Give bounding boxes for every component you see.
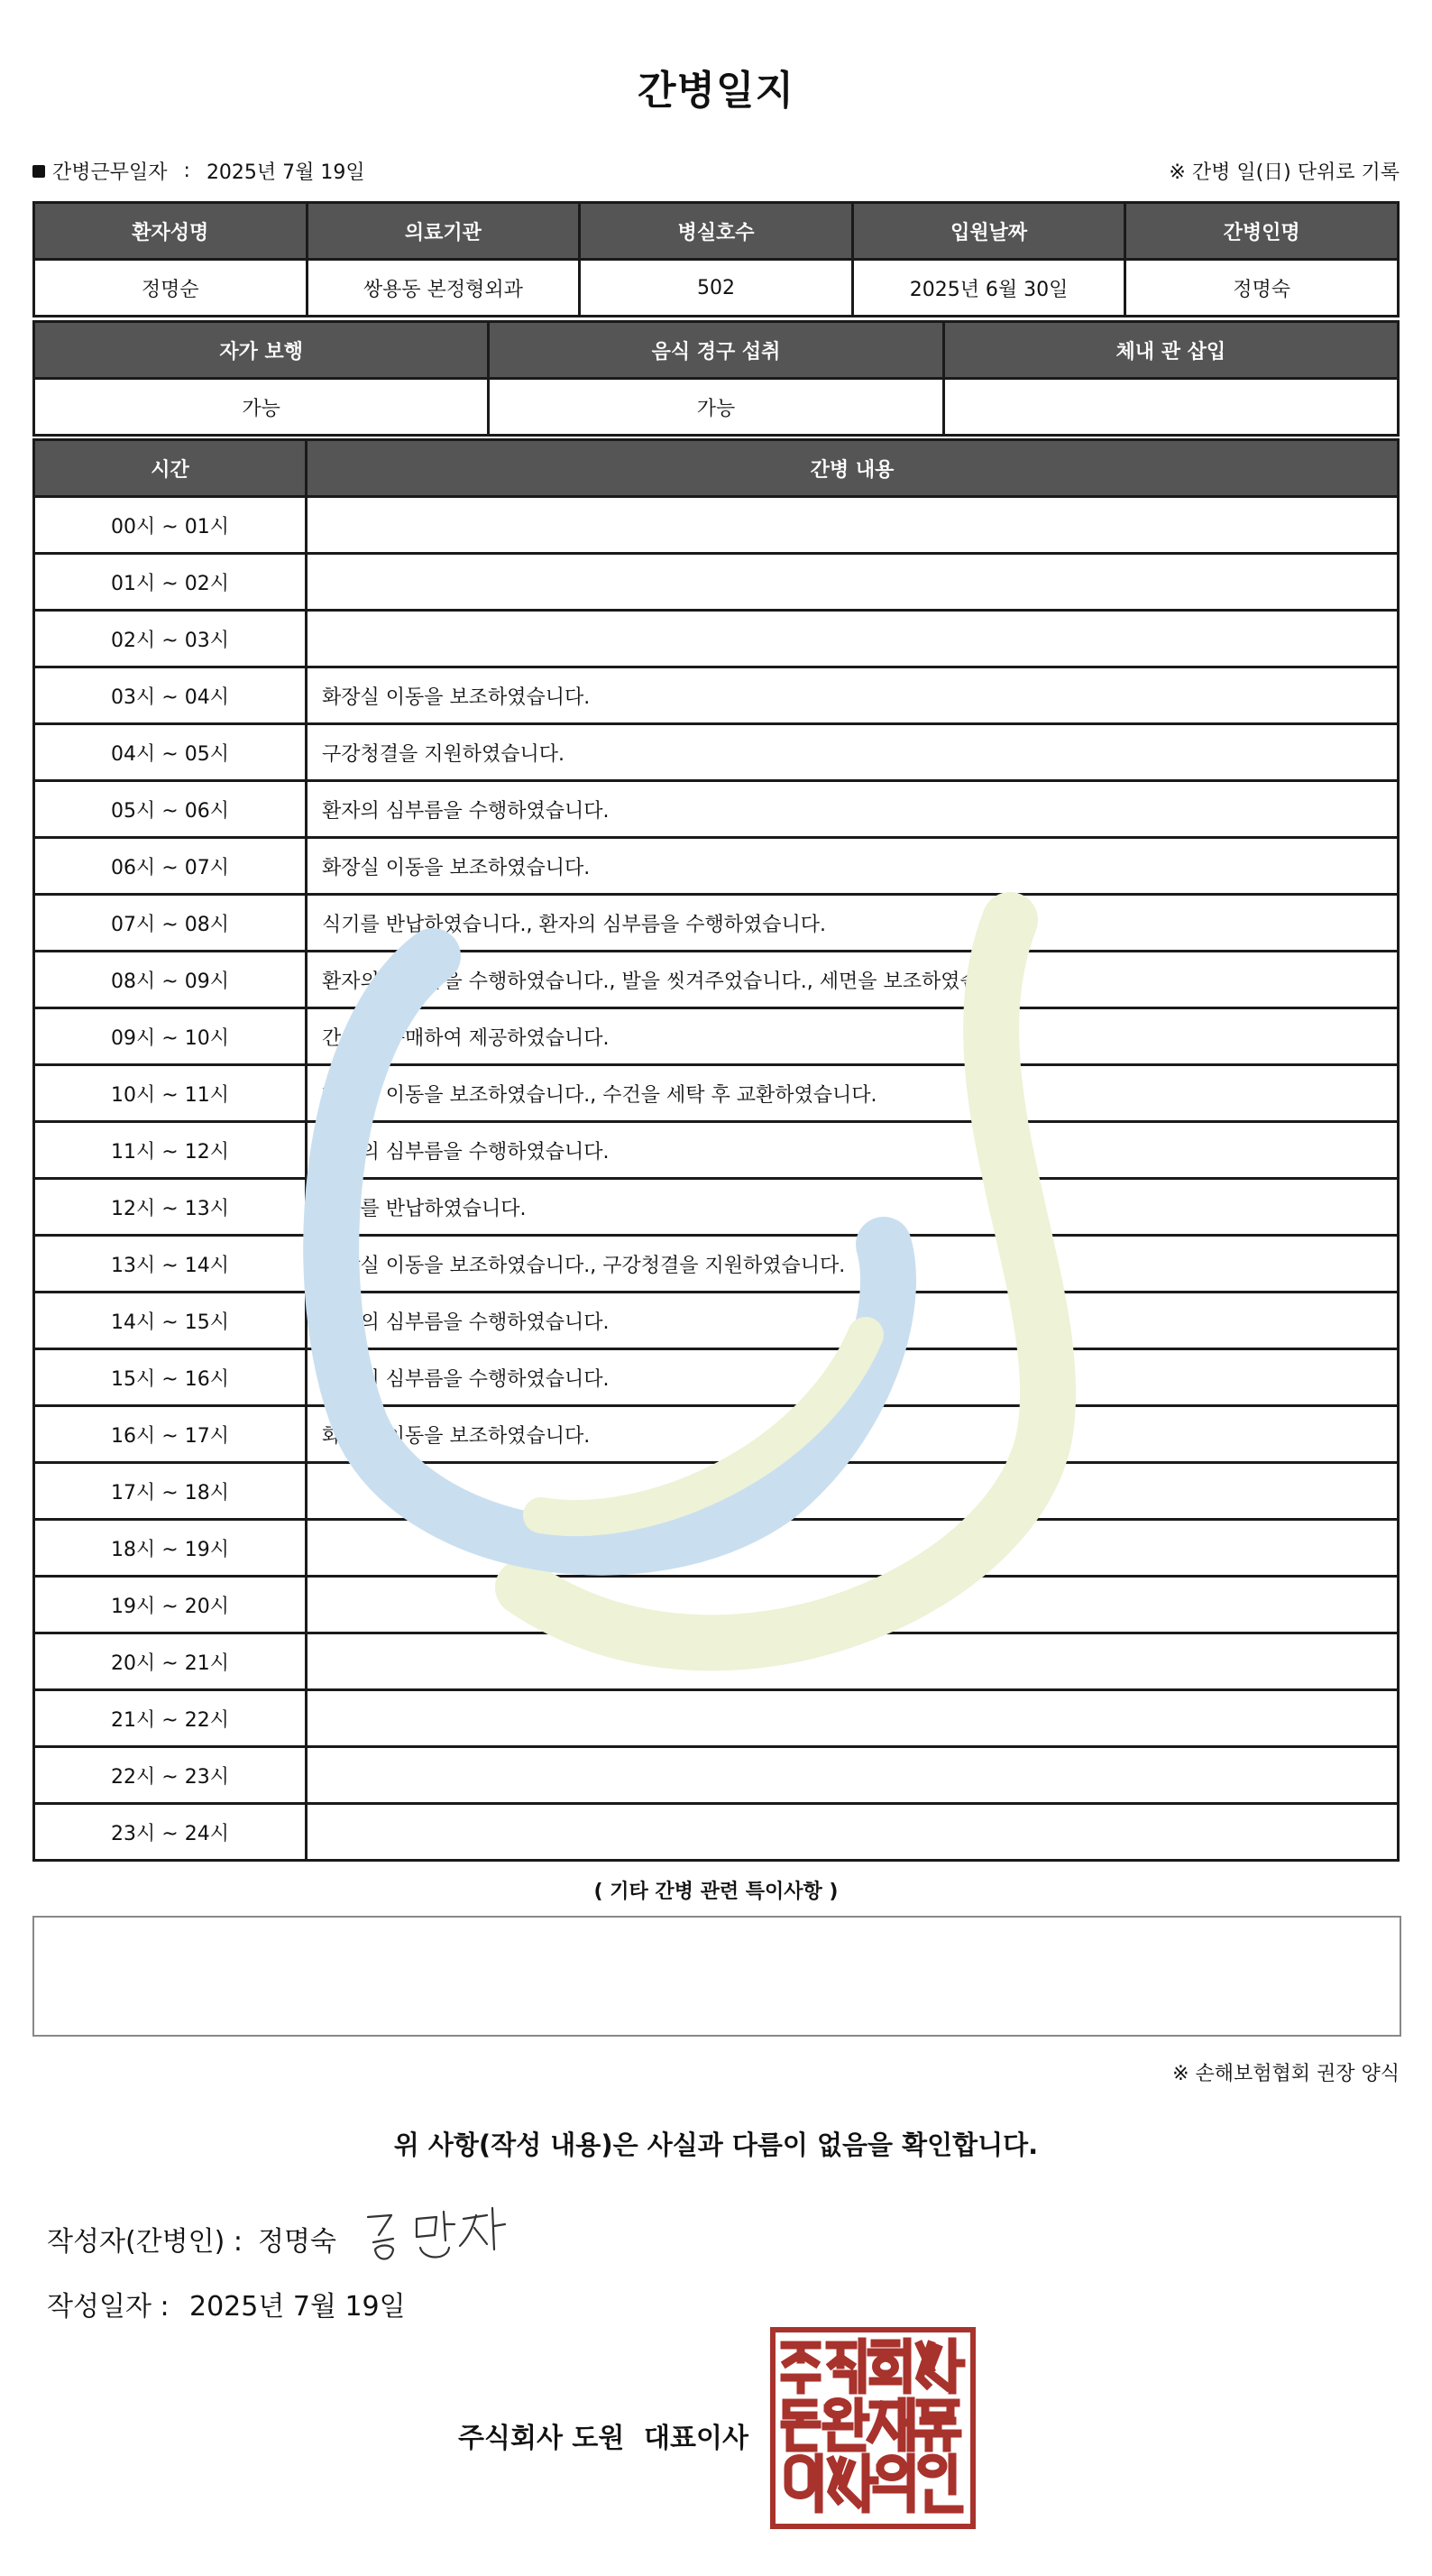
time-slot-cell: 20시 ~ 21시 (34, 1633, 307, 1690)
header-self-walking: 자가 보행 (34, 322, 489, 379)
time-slot-cell: 23시 ~ 24시 (34, 1804, 307, 1861)
table-row (34, 1179, 1399, 1236)
care-content-cell (307, 1633, 1399, 1690)
written-date-label: 작성일자 : (47, 2291, 170, 2323)
table-row (34, 1804, 1399, 1861)
hourly-care-log-table (32, 438, 1400, 1862)
care-content-cell (307, 1804, 1399, 1861)
time-slot-cell: 18시 ~ 19시 (34, 1520, 307, 1577)
caregiver-name-value: 정명숙 (1125, 260, 1399, 317)
time-slot-cell: 00시 ~ 01시 (34, 497, 307, 554)
unit-note: ※ 간병 일(日) 단위로 기록 (1169, 161, 1400, 184)
author-label: 작성자(간병인) : (47, 2226, 243, 2258)
patient-status-table (32, 320, 1400, 437)
care-content-cell: 화장실 이동을 보조하였습니다., 수건을 세탁 후 교환하였습니다. (307, 1065, 1399, 1122)
time-slot-cell: 17시 ~ 18시 (34, 1463, 307, 1520)
care-content-cell: 구강청결을 지원하였습니다. (307, 724, 1399, 781)
time-slot-cell: 08시 ~ 09시 (34, 952, 307, 1008)
table-row (34, 1122, 1399, 1179)
care-content-cell: 화장실 이동을 보조하였습니다. (307, 838, 1399, 895)
care-content-cell: 식기를 반납하였습니다. (307, 1179, 1399, 1236)
notes-title: ( 기타 간병 관련 특이사항 ) (593, 1881, 839, 1903)
table-row (34, 611, 1399, 667)
patient-name-value: 정명순 (34, 260, 308, 317)
table-row (34, 895, 1399, 952)
table-row (34, 497, 1399, 554)
time-slot-cell: 09시 ~ 10시 (34, 1008, 307, 1065)
time-slot-cell: 10시 ~ 11시 (34, 1065, 307, 1122)
time-slot-cell: 03시 ~ 04시 (34, 667, 307, 724)
time-slot-cell: 13시 ~ 14시 (34, 1236, 307, 1293)
care-content-cell (307, 1463, 1399, 1520)
header-caregiver-name: 간병인명 (1125, 203, 1399, 260)
table-row (34, 838, 1399, 895)
header-care-content: 간병 내용 (307, 440, 1399, 497)
care-content-cell (307, 554, 1399, 611)
time-slot-cell: 14시 ~ 15시 (34, 1293, 307, 1349)
care-content-cell: 식기를 반납하였습니다., 환자의 심부름을 수행하였습니다. (307, 895, 1399, 952)
header-patient-name: 환자성명 (34, 203, 308, 260)
time-slot-cell: 12시 ~ 13시 (34, 1179, 307, 1236)
work-date-value: 2025년 7월 19일 (206, 161, 365, 184)
time-slot-cell: 06시 ~ 07시 (34, 838, 307, 895)
table-row (34, 1633, 1399, 1690)
table-row (34, 952, 1399, 1008)
care-content-cell: 환자의 심부름을 수행하였습니다. (307, 1293, 1399, 1349)
company-seal-stamp-icon (770, 2327, 976, 2529)
time-slot-cell: 05시 ~ 06시 (34, 781, 307, 838)
header-time: 시간 (34, 440, 307, 497)
care-content-cell: 환자의 심부름을 수행하였습니다., 발을 씻겨주었습니다., 세면을 보조하였습니다. (307, 952, 1399, 1008)
table-row (34, 1008, 1399, 1065)
written-date-value: 2025년 7월 19일 (189, 2291, 406, 2323)
confirmation-statement: 위 사항(작성 내용)은 사실과 다름이 없음을 확인합니다. (393, 2130, 1039, 2160)
time-slot-cell: 16시 ~ 17시 (34, 1406, 307, 1463)
table-row (34, 1463, 1399, 1520)
self-walking-value: 가능 (34, 379, 489, 436)
table-row (34, 1349, 1399, 1406)
header-room-number: 병실호수 (580, 203, 853, 260)
document-title: 간병일지 (637, 68, 794, 114)
admission-date-value: 2025년 6월 30일 (852, 260, 1125, 317)
table-row (34, 1406, 1399, 1463)
work-date-label: 간병근무일자 (52, 161, 168, 184)
ceo-title: 대표이사 (644, 2423, 748, 2454)
care-content-cell (307, 1577, 1399, 1633)
insurance-note: ※ 손해보험협회 권장 양식 (1172, 2063, 1400, 2085)
care-content-cell (307, 1520, 1399, 1577)
header-oral-intake: 음식 경구 섭취 (489, 322, 943, 379)
care-content-cell (307, 611, 1399, 667)
handwritten-signature-icon (361, 2199, 523, 2271)
table-row (34, 1236, 1399, 1293)
time-slot-cell: 04시 ~ 05시 (34, 724, 307, 781)
notes-box (32, 1916, 1401, 2037)
tube-insertion-value (943, 379, 1398, 436)
care-content-cell: 환자의 심부름을 수행하였습니다. (307, 1349, 1399, 1406)
table-row (34, 1577, 1399, 1633)
care-content-cell: 화장실 이동을 보조하였습니다., 구강청결을 지원하였습니다. (307, 1236, 1399, 1293)
company-name: 주식회사 도원 (458, 2423, 625, 2454)
work-date-row (32, 157, 365, 185)
work-date-separator: : (183, 160, 190, 182)
header-tube-insertion: 체내 관 삽입 (943, 322, 1398, 379)
author-name: 정명숙 (258, 2226, 336, 2258)
time-slot-cell: 15시 ~ 16시 (34, 1349, 307, 1406)
table-row (34, 667, 1399, 724)
time-slot-cell: 07시 ~ 08시 (34, 895, 307, 952)
patient-info-table (32, 201, 1400, 317)
care-content-cell: 환자의 심부름을 수행하였습니다. (307, 1122, 1399, 1179)
care-content-cell (307, 1690, 1399, 1747)
table-row (34, 724, 1399, 781)
table-row (34, 554, 1399, 611)
care-content-cell: 환자의 심부름을 수행하였습니다. (307, 781, 1399, 838)
time-slot-cell: 19시 ~ 20시 (34, 1577, 307, 1633)
time-slot-cell: 02시 ~ 03시 (34, 611, 307, 667)
table-row (34, 1747, 1399, 1804)
time-slot-cell: 01시 ~ 02시 (34, 554, 307, 611)
log-rows (34, 497, 1399, 1861)
header-hospital: 의료기관 (307, 203, 580, 260)
table-row (34, 1065, 1399, 1122)
care-content-cell: 화장실 이동을 보조하였습니다. (307, 667, 1399, 724)
oral-intake-value: 가능 (489, 379, 943, 436)
table-row (34, 1690, 1399, 1747)
time-slot-cell: 21시 ~ 22시 (34, 1690, 307, 1747)
hospital-value: 쌍용동 본정형외과 (307, 260, 580, 317)
table-row (34, 781, 1399, 838)
care-content-cell (307, 1747, 1399, 1804)
table-row (34, 1293, 1399, 1349)
care-content-cell: 간식을 구매하여 제공하였습니다. (307, 1008, 1399, 1065)
time-slot-cell: 11시 ~ 12시 (34, 1122, 307, 1179)
care-content-cell: 화장실 이동을 보조하였습니다. (307, 1406, 1399, 1463)
table-row (34, 1520, 1399, 1577)
room-number-value: 502 (580, 260, 853, 317)
bullet-square-icon (32, 165, 45, 178)
time-slot-cell: 22시 ~ 23시 (34, 1747, 307, 1804)
header-admission-date: 입원날짜 (852, 203, 1125, 260)
care-content-cell (307, 497, 1399, 554)
